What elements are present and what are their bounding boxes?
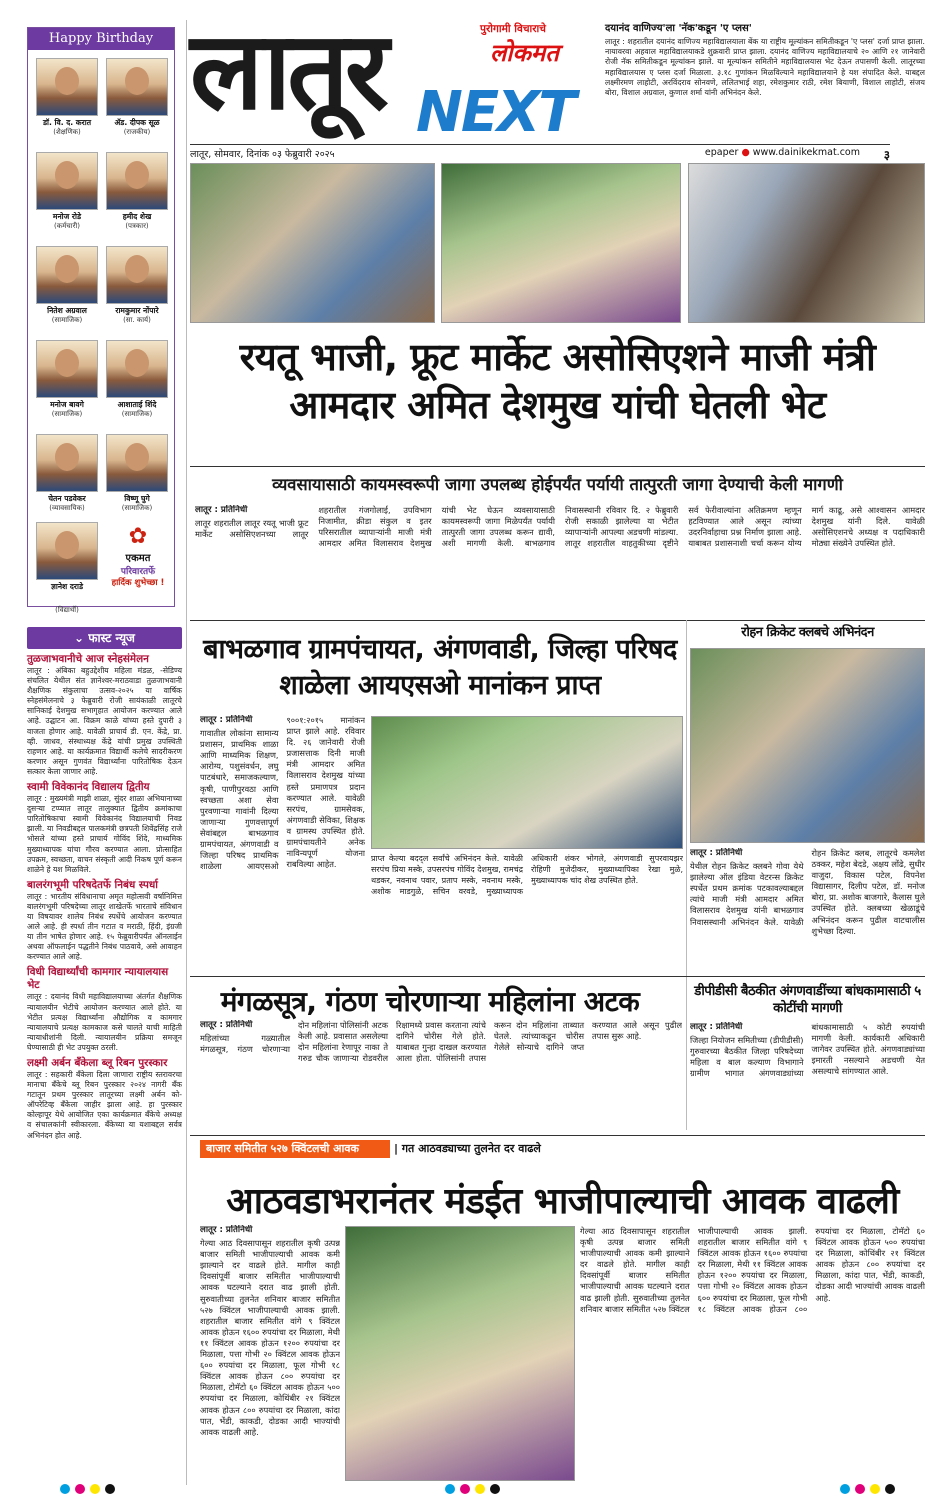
person-role: (शैक्षणिक) xyxy=(53,128,81,136)
story1-subhead: व्यवसायासाठी कायमस्वरूपी जागा उपलब्ध होईपर्यंत पर्यायी तात्पुरती जागा देण्याची केली मागणी xyxy=(272,475,843,494)
birthday-person xyxy=(104,58,170,146)
story3-body xyxy=(690,848,925,971)
market-byline: लातूर : प्रतिनिधी xyxy=(200,1225,253,1235)
person-photo xyxy=(36,522,98,580)
news-text: लातूर : सहकारी बँकेला दिला जाणारा राष्ट्रीय स्तरावरचा मानाचा बँकेचे ब्लू रिबन पुरस्कार २०२४ नागरी बँक गटातून प्रथम पुरस्कार लातूरच्या लक्ष्मी अर्बन को-ऑपरेटिव्ह बँकेला जाहीर झाला आहे. हा पुरस्कार कोल्हापूर येथे आयोजित एका कार्यक्रमात बँकेचे अध्यक्ष व संचालकांनी स्वीकारला. बँकेच्या या यशाबद्दल सर्वत्र अभिनंदन होत आहे. xyxy=(27,1070,182,1140)
birthday-person xyxy=(104,340,170,428)
fast-news-heading: ⌄ फास्ट न्यूज xyxy=(27,627,182,649)
person-name: डॉ. वि. द. करात xyxy=(42,118,92,127)
story3-headline: रोहन क्रिकेट क्लबचे अभिनंदन xyxy=(690,622,925,640)
story1-text: लातूर शहरातील लातूर रयतू भाजी फ्रूट मार्केट असोसिएशनच्या लातूर शहरातील गंजगोलाई, उपविभाग निजामीत, क्रीडा संकुल व इतर परिसरातील व्यापाऱ्यांनी माजी मंत्री आमदार अमित विलासराव देशमुख यांची भेट घेऊन व्यवसायासाठी कायमस्वरूपी जागा मिळेपर्यंत पर्यायी तात्पुरती जागा उपलब्ध करून द्यावी, अशी मागणी केली. बाभळगाव निवासस्थानी रविवार दि. २ फेब्रुवारी रोजी सकाळी झालेल्या या भेटीत व्यापाऱ्यांनी आपल्या अडचणी मांडल्या. लातूर शहरातील वाहतुकीच्या दृष्टीने सर्व फेरीवाल्यांना अतिक्रमण म्हणून हटविण्यात आले असून त्यांच्या उदरनिर्वाहाचा प्रश्न निर्माण झाला आहे. याबाबत प्रशासनाशी चर्चा करून योग्य मार्ग काढू, असे आश्वासन आमदार देशमुख यांनी दिले. यावेळी असोसिएशनचे अध्यक्ष व पदाधिकारी मोठ्या संख्येने उपस्थित होते. xyxy=(195,505,925,549)
person-name: मनोज बावगे xyxy=(50,400,84,409)
story2-photo xyxy=(371,716,683,849)
dateline: लातूर, सोमवार, दिनांक ०३ फेब्रुवारी २०२५ xyxy=(190,149,335,160)
flower-bouquet-icon: ✿ xyxy=(128,524,148,549)
brand-tagline: पुरोगामी विचाराचे xyxy=(480,23,546,35)
person-role: (सामाजिक) xyxy=(121,504,153,512)
person-name: ज्ञानेश दराडे xyxy=(50,582,84,591)
market-body-left xyxy=(200,1225,340,1475)
masthead-logo xyxy=(190,9,590,145)
news-title: स्वामी विवेकानंद विद्यालय द्वितीय xyxy=(27,781,150,794)
magenta-swatch-icon xyxy=(855,1484,865,1494)
person-role: (सामाजिक) xyxy=(51,410,83,418)
news-title: विधी विद्यार्थ्यांची कामगार न्यायालयास भेट xyxy=(27,966,169,992)
birthday-person xyxy=(34,522,100,610)
person-role: (सा. कार्य) xyxy=(123,316,151,324)
logo-next: NEXT xyxy=(416,80,575,145)
print-registration-marks xyxy=(0,1484,945,1496)
person-photo xyxy=(36,58,98,116)
column-divider xyxy=(686,980,687,1130)
brief-text: लातूर : शहरातील दयानंद वाणिज्य महाविद्यालयाला बेंक या राष्ट्रीय मूल्यांकन समितीकडून 'ए प्लस' दर्जा प्राप्त झाला. नायावरवा अहवाल महाविद्यालयाकडे शुक्रवारी प्राप्त झाला. दयानंद वाणिज्य महाविद्यालयाचे २० आणि २१ जानेवारी रोजी नॅक समितीकडून मूल्यांकन झाले. या मूल्यांकन समितीने महाविद्यालयास भेट देऊन तपासणी केली. लातूरच्या महाविद्यालयास ए प्लस दर्जा मिळाला. ३.१८ गुणांकन मिळविल्याने महाविद्यालयाने हे यश संपादित केले. याबद्दल लक्ष्मीरमण लाहोटी, अरविंदराव सोनवणे, ललितभाई शहा, रमेशकुमार राठी, रमेश बियाणी, विशाल लाहोटी, संजय बोरा, विशाल अग्रवाल, कुणाल शर्मा यांनी अभिनंदन केले. xyxy=(605,37,925,98)
black-swatch-icon xyxy=(885,1484,895,1494)
magenta-swatch-icon xyxy=(75,1484,85,1494)
epaper-label: epaper xyxy=(704,147,739,158)
news-text: लातूर : भारतीय संविधानाचा अमृत महोत्सवी वर्षानिमित्त बालरंगभूमी परिषदेच्या लातूर शाखेतर्फे भारताचे संविधान या विषयावर शालेय निबंध स्पर्धेचे आयोजन करण्यात आले आहे. ही स्पर्धा तीन गटात व मराठी, हिंदी, इंग्रजी या तीन भाषेत होणार आहे. १५ फेब्रुवारीपर्यंत ऑनलाईन अथवा ऑफलाईन पद्धतीने निबंध पाठवावे, असे आवाहन करण्यात आले आहे. xyxy=(27,891,182,962)
globe-icon: ● xyxy=(741,147,750,158)
birthday-person xyxy=(104,434,170,522)
birthday-person xyxy=(104,246,170,334)
birthday-heading: Happy Birthday xyxy=(28,28,174,50)
person-photo xyxy=(36,340,98,398)
black-swatch-icon xyxy=(105,1484,115,1494)
top-right-brief xyxy=(605,20,925,142)
birthday-person xyxy=(34,58,100,146)
birthday-person xyxy=(104,152,170,240)
market-body-right xyxy=(580,1226,925,1481)
story1-photo-2 xyxy=(441,163,681,323)
cyan-swatch-icon xyxy=(445,1484,455,1494)
person-photo xyxy=(106,58,168,116)
person-name: रामकुमार नोंपारे xyxy=(115,306,159,315)
market-headline: आठवडाभरानंतर मंडईत भाजीपाल्याची आवक वाढली xyxy=(226,1181,899,1222)
wish-brand: एकमत xyxy=(125,553,151,564)
story1-headline: रयतू भाजी, फ्रूट मार्केट असोसिएशने माजी मंत्री आमदार अमित देशमुख यांची घेतली भेट xyxy=(239,335,876,427)
market-text-continued: गेल्या आठ दिवसापासून शहरातील कृषी उत्पन्न बाजार समिती भाजीपाल्याची आवक कमी झाल्याने दर वाढले होते. मागील काही दिवसांपूर्वी बाजार समितीत भाजीपाल्याची आवक घटल्याने दरात वाढ झाली होती. सुरुवातीच्या तुलनेत शनिवार बाजार समितीत ५२७ क्विंटल भाजीपाल्याची आवक झाली. शहरातील बाजार समितीत वांगे ९ क्विंटल आवक होऊन १६०० रुपयांचा दर मिळाला, मेथी ११ क्विंटल आवक होऊन १२०० रुपयांचा दर मिळाला, पत्ता गोभी २० क्विंटल आवक होऊन ६०० रुपयांचा दर मिळाला, फूल गोभी १८ क्विंटल आवक होऊन ८०० रुपयांचा दर मिळाला, टोमॅटो ६० क्विंटल आवक होऊन ५०० रुपयांचा दर मिळाला, कोथिंबीर २१ क्विंटल आवक होऊन ८०० रुपयांचा दर मिळाला, कांदा पात, भेंडी, काकडी, दोडका आदी भाज्यांची आवक वाढली आहे. xyxy=(580,1226,925,1314)
birthday-person xyxy=(34,434,100,522)
person-name: विष्णू घुगे xyxy=(124,494,150,503)
person-photo xyxy=(106,340,168,398)
story4-body xyxy=(200,1020,682,1130)
market-text: गेल्या आठ दिवसापासून शहरातील कृषी उत्पन्न बाजार समिती भाजीपाल्याची आवक कमी झाल्याने दर वाढले होते. मागील काही दिवसांपूर्वी बाजार समितीत भाजीपाल्याची आवक घटल्याने दरात वाढ झाली होती. सुरुवातीच्या तुलनेत शनिवार बाजार समितीत ५२७ क्विंटल भाजीपाल्याची आवक झाली. शहरातील बाजार समितीत वांगे ९ क्विंटल आवक होऊन १६०० रुपयांचा दर मिळाला, मेथी ११ क्विंटल आवक होऊन १२०० रुपयांचा दर मिळाला, पत्ता गोभी २० क्विंटल आवक होऊन ६०० रुपयांचा दर मिळाला, फूल गोभी १८ क्विंटल आवक होऊन ८०० रुपयांचा दर मिळाला, टोमॅटो ६० क्विंटल आवक होऊन ५०० रुपयांचा दर मिळाला, कोथिंबीर २१ क्विंटल आवक होऊन ८०० रुपयांचा दर मिळाला, कांदा पात, भेंडी, काकडी, दोडका आदी भाज्यांची आवक वाढली आहे. xyxy=(200,1238,340,1437)
birthday-person xyxy=(34,340,100,428)
wish-line2: हार्दिक शुभेच्छा ! xyxy=(111,578,165,588)
story1-body xyxy=(195,505,925,617)
person-photo xyxy=(36,152,98,210)
story3-photo xyxy=(690,648,925,843)
divider xyxy=(190,976,925,977)
chevron-down-icon: ⌄ xyxy=(74,631,89,645)
person-role: (सामाजिक) xyxy=(51,316,83,324)
column-divider xyxy=(686,620,687,980)
person-name: मनोज रोडे xyxy=(52,212,82,221)
story4-text: महिलांच्या गळ्यातील मंगळसूत्र, गंठण चोरणाऱ्या दोन महिलांना पोलिसांनी अटक केली आहे. प्रवासात असलेल्या दोन महिलांना रेणापूर नाका ते गरुड चौक जाणाऱ्या रोडवरील रिक्षामध्ये प्रवास करताना त्यांचे दागिने चोरीस गेले होते. याबाबत गुन्हा दाखल करण्यात आला होता. पोलिसांनी तपास करून दोन महिलांना ताब्यात घेतले. त्यांच्याकडून चोरीस गेलेले सोन्याचे दागिने जप्त करण्यात आले असून पुढील तपास सुरू आहे. xyxy=(200,1020,682,1064)
birthday-box xyxy=(27,27,175,614)
brand-name: लोकमत xyxy=(490,39,559,67)
person-role: (पत्रकार) xyxy=(125,222,149,230)
wish-line1: परिवारतर्फे xyxy=(120,567,156,577)
yellow-swatch-icon xyxy=(475,1484,485,1494)
story3-byline: लातूर : प्रतिनिधी xyxy=(690,848,743,858)
news-title: बालरंगभूमी परिषदेतर्फे निबंध स्पर्धा xyxy=(27,878,158,891)
story1-photo-3 xyxy=(688,163,925,323)
fast-news-column xyxy=(27,627,182,1492)
news-text: लातूर : मुख्यमंत्री माझी शाळा, सुंदर शाळा अभियानाच्या दुसऱ्या टप्प्यात लातूर तालुक्यात द्वितीय क्रमांकाचा पारितोषिकाचा स्वामी विवेकानंद विद्यालयाची निवड झाली. या निवडीबद्दल पालकमंत्री छत्रपती शिवेंद्रसिंह राजे भोसले यांच्या हस्ते प्राचार्य गोविंद शिंदे, माध्यमिक मुख्याध्यापक यांचा गौरव करण्यात आला. प्रोत्साहित उपक्रम, स्वच्छता, वाचन संस्कृती आदी निकष पूर्ण करून शाळेने हे यश मिळविले. xyxy=(27,794,182,874)
person-name: आशाताई शिंदे xyxy=(117,400,157,409)
person-photo xyxy=(36,246,98,304)
person-name: हमीद शेख xyxy=(122,212,152,221)
column-divider xyxy=(186,20,187,1485)
logo-city: लातूर xyxy=(190,9,385,134)
story4-byline: लातूर : प्रतिनिधी xyxy=(200,1020,253,1030)
person-role: (कर्मचारी) xyxy=(54,222,80,230)
page-number: ३ xyxy=(883,148,890,162)
person-name: नितेश अग्रवाल xyxy=(47,306,87,315)
story2-caption: प्राप्त केल्या बदद्ल सर्वांचे अभिनंदन केले. यावेळी सरपंच प्रिया मस्के, उपसरपंच गोविंद देशमुख, रामचंद्र थडकर, नवनाथ पवार, प्रताप मस्के, नवनाथ मस्के, अशोक माडगुळे, सचिन वरवडे, मुख्याध्यापक अधिकारी शंकर भोगले, अंगणवाडी सुपरवायझर रोहिणी मुजेदीकर, मुख्याध्यापिका रेखा मुळे, मुख्याध्यापक चांद शेख उपस्थित होते. xyxy=(371,854,683,896)
person-name: ॲड. दीपक सूळ xyxy=(114,118,160,127)
story5-text: जिल्हा नियोजन समितीच्या (डीपीडीसी) गुरुवारच्या बैठकीत जिल्हा परिषदेच्या महिला व बाल कल्याण विभागाने ग्रामीण भागात अंगणवाड्यांच्या बांधकामासाठी ५ कोटी रुपयांची मागणी केली. कार्यकारी अधिकारी जागेवर उपस्थित होते. अंगणवाड्यांच्या इमारती नसल्याने अडचणी येत असल्याचे सांगण्यात आले. xyxy=(690,1022,925,1079)
story4-headline: मंगळसूत्र, गंठण चोरणाऱ्या महिलांना अटक xyxy=(220,985,640,1018)
yellow-swatch-icon xyxy=(870,1484,880,1494)
cyan-swatch-icon xyxy=(60,1484,70,1494)
market-tag: बाजार समितीत ५२७ क्विंटलची आवक xyxy=(200,1140,390,1158)
story1-photo-1 xyxy=(190,163,435,323)
story5-body xyxy=(690,1022,925,1130)
story5-headline: डीपीडीसी बैठकीत अंगणवाडींच्या बांधकामासाठी ५ कोटींची मागणी xyxy=(694,984,921,1016)
birthday-person xyxy=(34,246,100,334)
news-title: तुळजाभवानीचे आज स्नेहसंमेलन xyxy=(27,653,149,665)
magenta-swatch-icon xyxy=(460,1484,470,1494)
market-photo xyxy=(345,1226,575,1481)
person-role: (सामाजिक) xyxy=(121,410,153,418)
yellow-swatch-icon xyxy=(90,1484,100,1494)
cyan-swatch-icon xyxy=(840,1484,850,1494)
story2-headline: बाभळगाव ग्रामपंचायत, अंगणवाडी, जिल्हा परिषद शाळेला आयएसओ मानांकन प्राप्त xyxy=(203,634,677,701)
story2-byline: लातूर : प्रतिनिधी xyxy=(200,715,253,725)
story2-text: गावातील लोकांना सामान्य प्रशासन, प्राथमिक शाळा आणि माध्यमिक शिक्षण, आरोग्य, पशुसंवर्धन, लघु पाटबंधारे, समाजकल्याण, कृषी, पाणीपुरवठा आणि स्वच्छता अशा सेवा पुरवणाऱ्या गावांनी दिल्या जाणाऱ्या गुणवत्तापूर्ण सेवांबद्दल बाभळगाव ग्रामपंचायत, अंगणवाडी व जिल्हा परिषद प्राथमिक शाळेला आयएसओ ९००१:२०१५ मानांकन प्राप्त झाले आहे. रविवार दि. २६ जानेवारी रोजी प्रजासत्ताक दिनी माजी मंत्री आमदार अमित विलासराव देशमुख यांच्या हस्ते प्रमाणपत्र प्रदान करण्यात आले. यावेळी सरपंच, ग्रामसेवक, अंगणवाडी सेविका, शिक्षक व ग्रामस्थ उपस्थित होते. ग्रामपंचायतीने अनेक नाविन्यपूर्ण योजना राबविल्या आहेत. xyxy=(200,715,365,872)
divider xyxy=(190,466,925,467)
story3-text: येथील रोहन क्रिकेट क्लबने गोवा येथे झालेल्या ऑल इंडिया वेटरन्स क्रिकेट स्पर्धेत प्रथम क्रमांक पटकावल्याबद्दल त्यांचे माजी मंत्री आमदार अमित विलासराव देशमुख यांनी बाभळगाव निवासस्थानी अभिनंदन केले. यावेळी रोहन क्रिकेट क्लब, लातूरचे कमलेश ठक्कर, महेश बेदडे, अक्षय लोंढे, सुधीर वाजुदा, विकास पटेल, विपनेश विद्यासागर, दिलीप पटेल, डॉ. मनोज बोरा, प्रा. अशोक बाजगारे, कैलास घुले उपस्थित होते. क्लबच्या खेळाडूंचे अभिनंदन करून पुढील वाटचालीस शुभेच्छा दिल्या. xyxy=(690,848,925,936)
person-role: (व्यावसायिक) xyxy=(49,504,85,512)
divider xyxy=(190,1135,925,1136)
person-role: (राजकीय) xyxy=(123,128,151,136)
market-tag-suffix: | गत आठवड्याच्या तुलनेत दर वाढले xyxy=(394,1142,541,1155)
person-role: (विद्यार्थी) xyxy=(55,606,79,614)
black-swatch-icon xyxy=(490,1484,500,1494)
news-text: लातूर : अंबिका बहुउद्देशीय महिला मंडळ, -सेडिण्य संचलित येथील संत ज्ञानेश्वर-मराठवाडा तुळजाभवानी शैक्षणिक संकुलाचा उत्सव-२०२५ या वार्षिक स्नेहसंमेलनाचे ३ फेब्रुवारी रोजी सायंकाळी लातूरचे सानिकाई देशमुख सभागृहात आयोजन करण्यात आले आहे. उद्घाटन आ. विक्रम काळे यांच्या हस्ते दुपारी ३ वाजता होणार आहे. यावेळी प्राचार्य डी. एन. केंद्रे, प्रा. व्ही. जाधव, संस्थाध्यक्ष केंद्रे यांची प्रमुख उपस्थिती राहणार आहे. या कार्यक्रमात विद्यार्थी कलेचे सादरीकरण करणार असून गुणवंत विद्यार्थ्यांना पारितोषिक देऊन सत्कार केला जाणार आहे. xyxy=(27,666,182,776)
birthday-wish xyxy=(108,524,168,588)
person-photo xyxy=(106,246,168,304)
story2-body xyxy=(200,715,365,972)
person-name: चेतन पडवेकर xyxy=(48,494,86,503)
story5-byline: लातूर : प्रतिनिधी xyxy=(690,1022,743,1032)
person-photo xyxy=(106,434,168,492)
dateline-bar xyxy=(190,144,890,160)
birthday-person xyxy=(34,152,100,240)
story1-byline: लातूर : प्रतिनिधी xyxy=(195,505,248,515)
website-link[interactable]: www.dainikekmat.com xyxy=(752,147,860,158)
person-photo xyxy=(106,152,168,210)
news-text: लातूर : दयानंद विधी महाविद्यालयाच्या अंतर्गत शैक्षणिक न्यायालयीन भेटीचे आयोजन करण्यात आले होते. या भेटीत प्रत्यक्ष विद्यार्थ्यांना औद्योगिक व कामगार न्यायालयाचे प्रत्यक्ष कामकाज कसे चालते याची माहिती न्यायाधीशांनी दिली. न्यायालयीन प्रक्रिया समजून घेण्यासाठी ही भेट उपयुक्त ठरली. xyxy=(27,992,182,1052)
news-title: लक्ष्मी अर्बन बँकेला ब्लू रिबन पुरस्कार xyxy=(27,1057,168,1069)
brief-title: दयानंद वाणिज्य'ला 'नॅक'कडून 'ए प्लस' xyxy=(605,23,752,34)
divider xyxy=(190,620,925,621)
person-photo xyxy=(36,434,98,492)
